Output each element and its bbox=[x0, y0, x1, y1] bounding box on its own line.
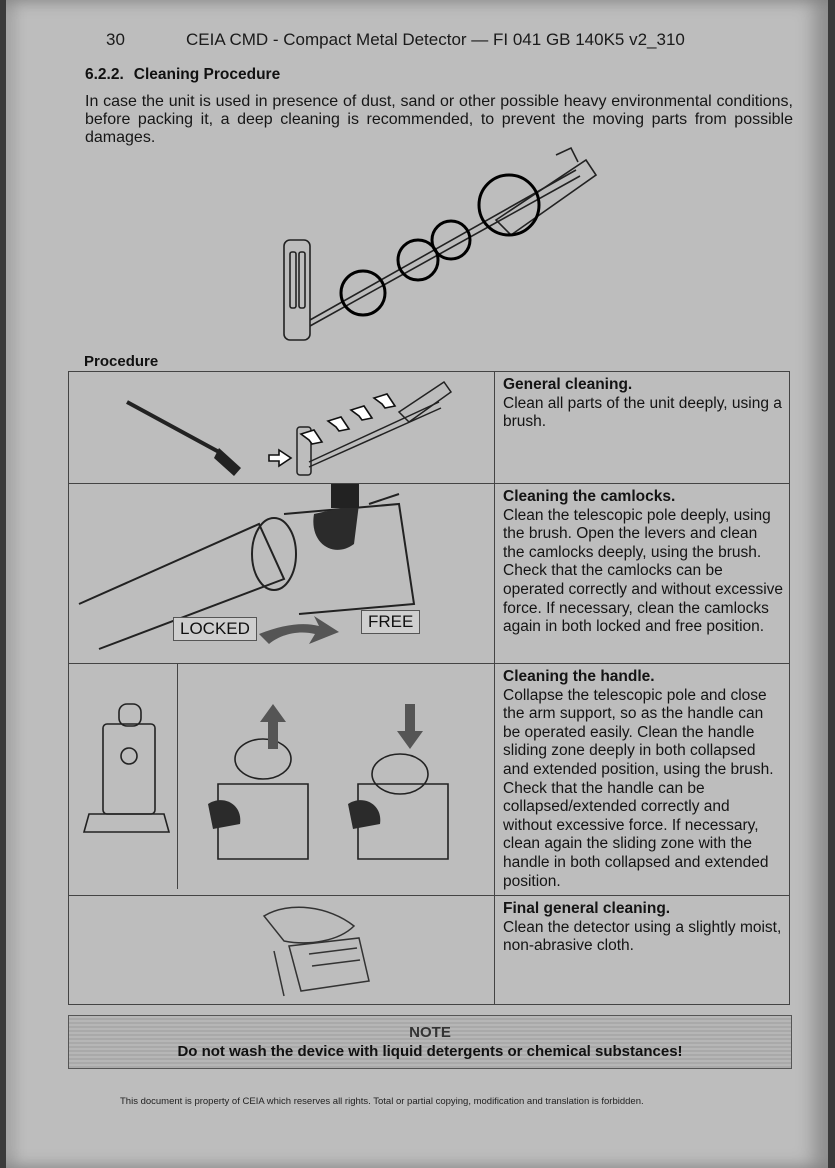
step-title: Cleaning the handle. bbox=[503, 668, 655, 685]
page-number: 30 bbox=[106, 30, 125, 49]
procedure-step bbox=[69, 484, 790, 664]
step-body: Clean the detector using a slightly moist, non-abrasive cloth. bbox=[503, 918, 782, 955]
document-page bbox=[6, 0, 828, 1168]
step-title: Cleaning the camlocks. bbox=[503, 488, 676, 505]
general-cleaning-illustration bbox=[69, 372, 495, 484]
note-box bbox=[68, 1015, 792, 1069]
section-heading bbox=[85, 66, 280, 84]
handle-slide-illustration bbox=[178, 664, 494, 889]
detector-folded-illustration bbox=[69, 664, 178, 889]
arrow-icon bbox=[259, 616, 339, 644]
step-cleaning-camlocks bbox=[495, 484, 790, 664]
brush-icon bbox=[127, 402, 241, 476]
document-title: CEIA CMD - Compact Metal Detector — FI 041 GB 140K5 v2_310 bbox=[186, 30, 685, 49]
page-footer: This document is property of CEIA which reserves all rights. Total or partial copying, modification and translation is forbidden. bbox=[120, 1096, 644, 1107]
locked-label: LOCKED bbox=[173, 617, 257, 641]
procedure-step bbox=[69, 896, 790, 1005]
free-label: FREE bbox=[361, 610, 420, 634]
step-body: Collapse the telescopic pole and close the arm support, so as the handle can be operated easily. Clean the handle sliding zone deeply in both collapsed and extended position, using the brush. Check that the handle can be collapsed/extended correctly and without excessive force. If necessary, clean again the sliding zone with the handle in both collapsed and extended position. bbox=[503, 686, 774, 890]
step-body: Clean the telescopic pole deeply, using the brush. Open the levers and clean the camlocks deeply, using the brush. Check that the camlocks can be operated correctly and without excessive force. If necessary, clean the camlocks again in both locked and free position. bbox=[503, 506, 784, 636]
step-title: Final general cleaning. bbox=[503, 900, 671, 918]
cloth-cleaning-illustration bbox=[69, 896, 495, 1005]
page-header bbox=[106, 30, 685, 50]
step-general-cleaning bbox=[495, 372, 790, 484]
note-text: Do not wash the device with liquid detergents or chemical substances! bbox=[177, 1043, 683, 1060]
step-cleaning-handle bbox=[495, 664, 790, 896]
brush-icon bbox=[313, 484, 359, 550]
section-number: 6.2.2. bbox=[85, 66, 124, 83]
detector-overview-illustration bbox=[266, 140, 606, 350]
brush-icon bbox=[348, 800, 380, 829]
procedure-table bbox=[68, 371, 790, 1005]
note-title: NOTE bbox=[409, 1024, 451, 1041]
section-title: Cleaning Procedure bbox=[133, 66, 281, 83]
procedure-step bbox=[69, 664, 790, 896]
arrow-up-icon bbox=[260, 704, 286, 749]
procedure-label: Procedure bbox=[84, 353, 159, 370]
arrow-down-icon bbox=[397, 704, 423, 749]
step-body: Clean all parts of the unit deeply, using a brush. bbox=[503, 394, 782, 431]
camlock-illustration bbox=[69, 484, 495, 664]
intro-paragraph: In case the unit is used in presence of dust, sand or other possible heavy environmental conditions, before packing it, a deep cleaning is recommended, to prevent the moving parts from possible damages. bbox=[85, 93, 793, 146]
handle-cleaning-illustration bbox=[69, 664, 495, 896]
procedure-step bbox=[69, 372, 790, 484]
step-title: General cleaning. bbox=[503, 376, 633, 393]
brush-icon bbox=[208, 800, 240, 829]
step-final-cleaning bbox=[495, 896, 790, 1005]
